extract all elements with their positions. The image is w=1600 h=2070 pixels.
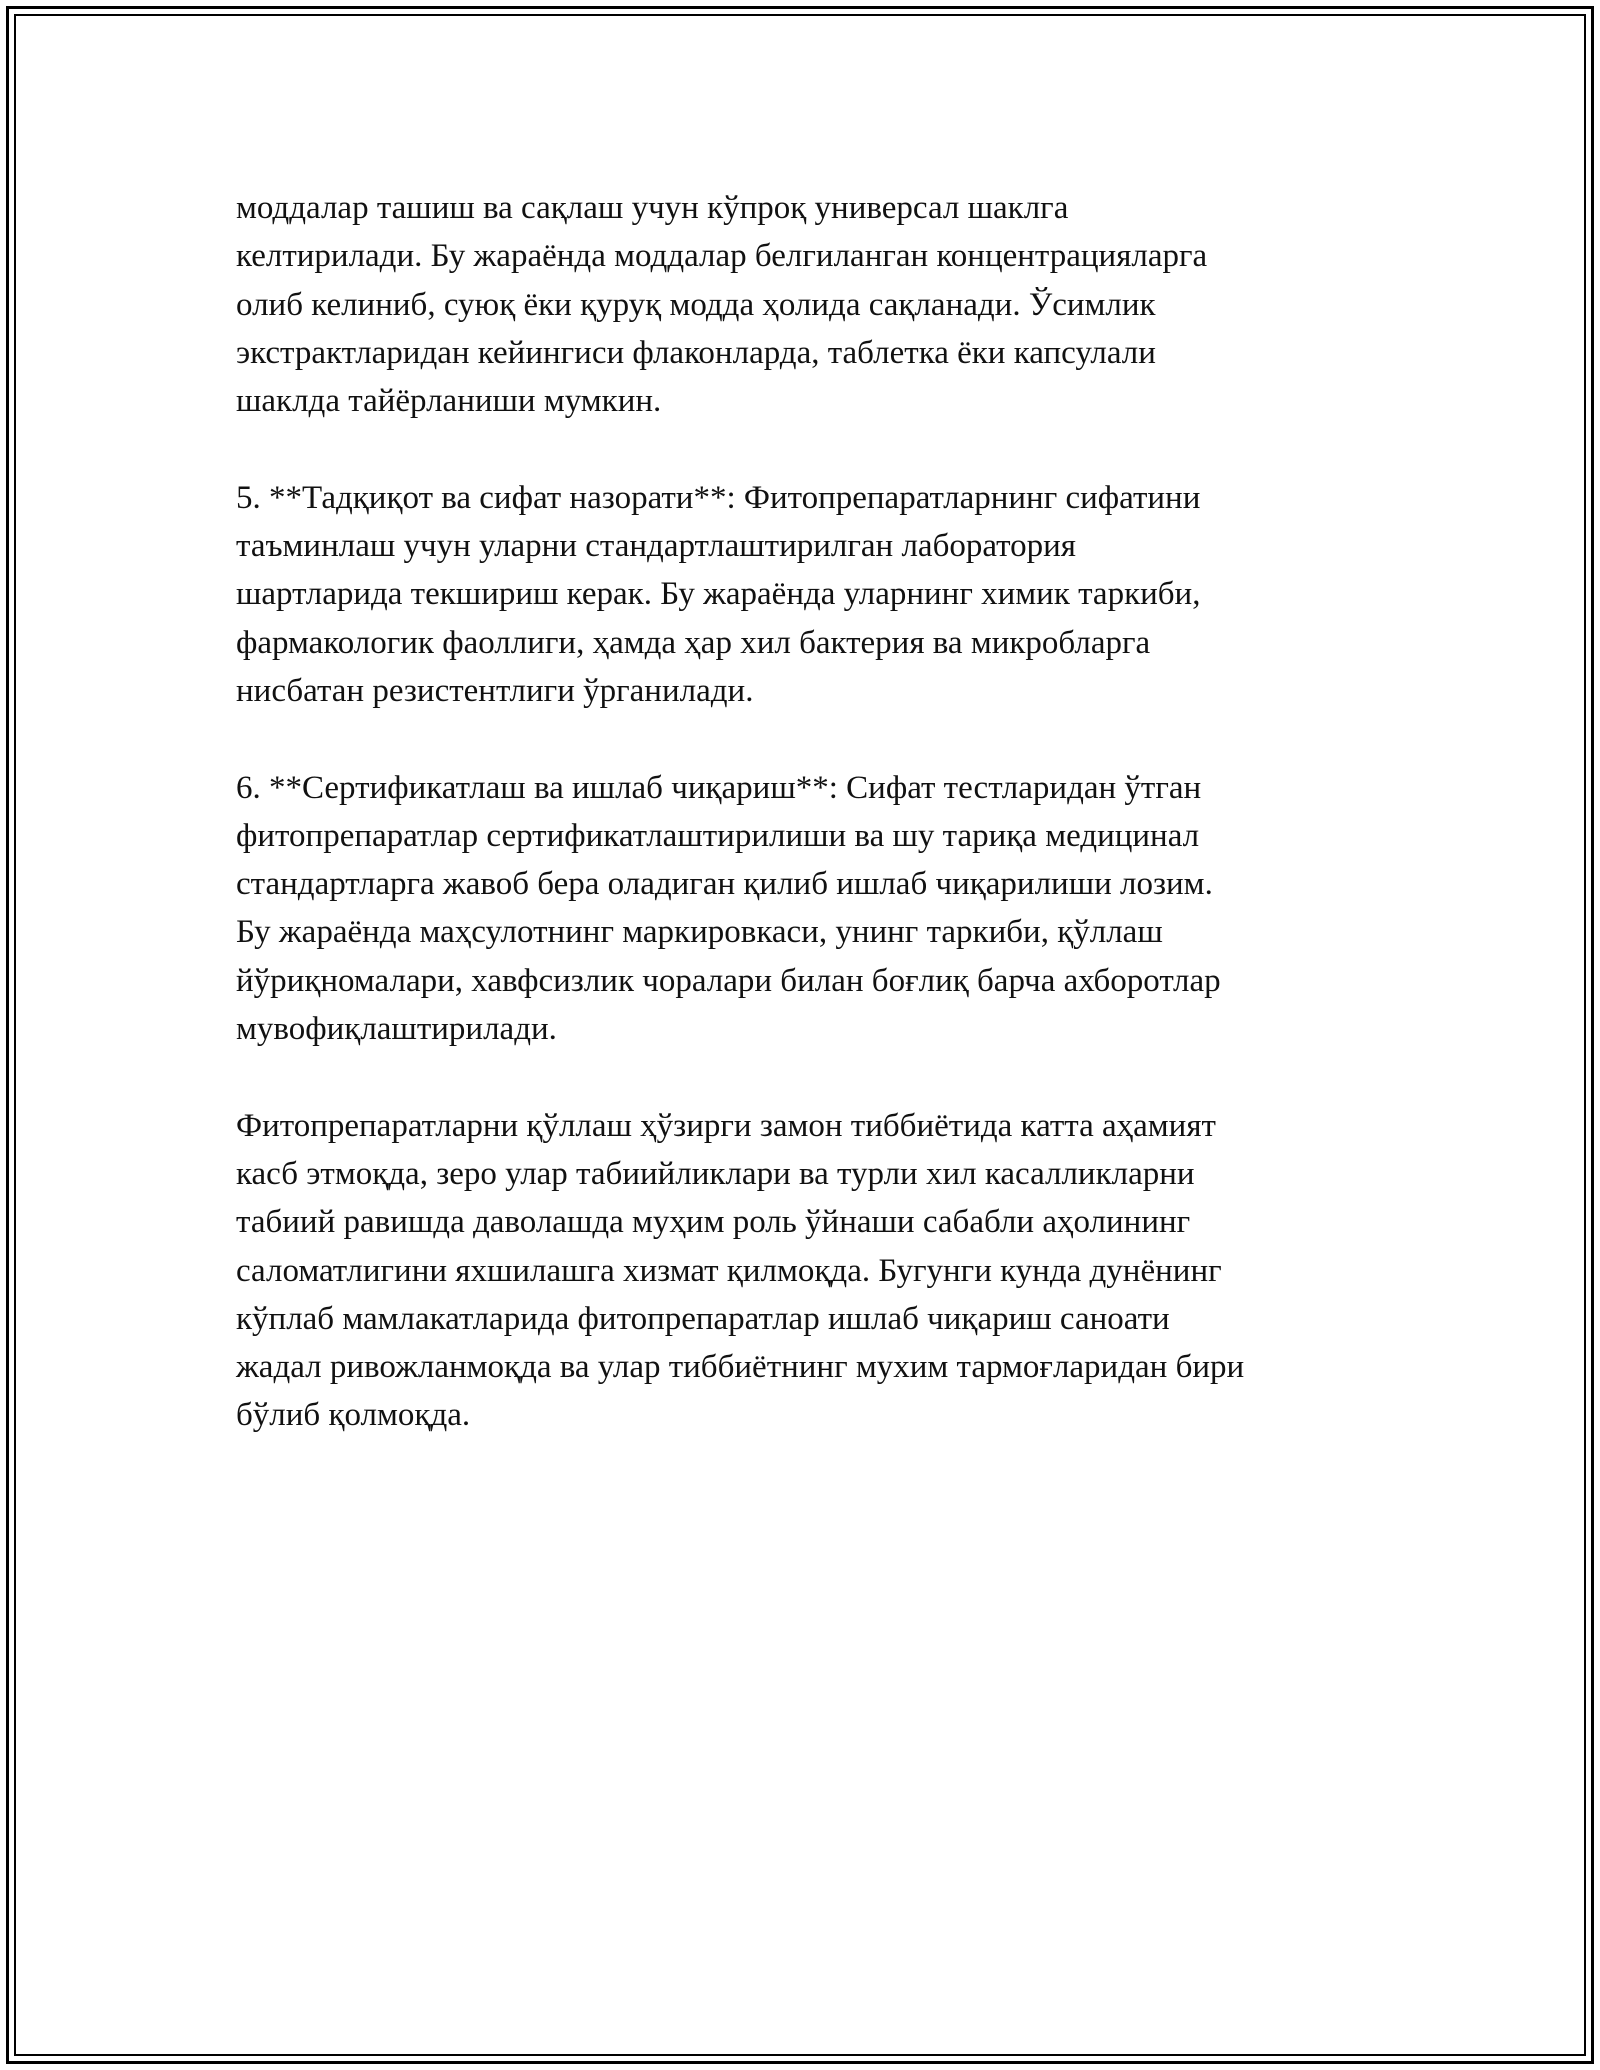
text-line: стандартларга жавоб бера оладиган қилиб ишлаб чиқарилиши лозим.	[236, 866, 1213, 903]
text-line: Фитопрепаратларни қўллаш ҳўзирги замон тиббиётида катта аҳамият	[236, 1107, 1216, 1144]
paragraph-storage-form	[236, 184, 1396, 425]
text-line: фармакологик фаоллиги, ҳамда ҳар хил бактерия ва микробларга	[236, 624, 1151, 661]
text-line: олиб келиниб, суюқ ёки қуруқ модда ҳолида сақланади. Ўсимлик	[236, 286, 1156, 323]
text-line: Бу жараёнда маҳсулотнинг маркировкаси, унинг таркиби, қўллаш	[236, 914, 1163, 951]
paragraph-conclusion	[236, 1102, 1396, 1440]
text-line: шаклда тайёрланиши мумкин.	[236, 383, 662, 420]
text-line: таъминлаш учун уларни стандартлаштирилган лаборатория	[236, 528, 1076, 565]
paragraph-quality-control	[236, 474, 1396, 715]
text-line: жадал ривожланмоқда ва улар тиббиётнинг мухим тармоғларидан бири	[236, 1349, 1245, 1386]
text-line: касб этмоқда, зеро улар табиийликлари ва турли хил касалликларни	[236, 1155, 1195, 1192]
paragraph-certification	[236, 764, 1396, 1054]
text-line: бўлиб қолмоқда.	[236, 1397, 471, 1434]
text-line: 6. **Сертификатлаш ва ишлаб чиқариш**: Сифат тестларидан ўтган	[236, 769, 1202, 806]
text-line: моддалар ташиш ва сақлаш учун кўпроқ универсал шаклга	[236, 190, 1069, 226]
text-line: келтирилади. Бу жараёнда моддалар белгиланган концентрацияларга	[236, 238, 1208, 275]
text-line: табиий равишда даволашда муҳим роль ўйнаши сабабли аҳолининг	[236, 1204, 1191, 1241]
text-line: саломатлигини яхшилашга хизмат қилмоқда. Бугунги кунда дунёнинг	[236, 1252, 1222, 1289]
text-line: шартларида текшириш керак. Бу жараёнда уларнинг химик таркиби,	[236, 576, 1201, 613]
text-line: кўплаб мамлакатларида фитопрепаратлар ишлаб чиқариш саноати	[236, 1300, 1170, 1337]
text-line: экстрактларидан кейингиси флаконларда, таблетка ёки капсулали	[236, 334, 1156, 371]
text-line: нисбатан резистентлиги ўрганилади.	[236, 672, 754, 709]
text-line: мувофиқлаштирилади.	[236, 1011, 557, 1048]
text-line: 5. **Тадқиқот ва сифат назорати**: Фитопрепаратларнинг сифатини	[236, 479, 1201, 516]
document-body	[236, 184, 1396, 1488]
text-line: фитопрепаратлар сертификатлаштирилиши ва шу тариқа медицинал	[236, 817, 1200, 854]
text-line: йўриқномалари, хавфсизлик чоралари билан боғлиқ барча ахборотлар	[236, 962, 1221, 999]
